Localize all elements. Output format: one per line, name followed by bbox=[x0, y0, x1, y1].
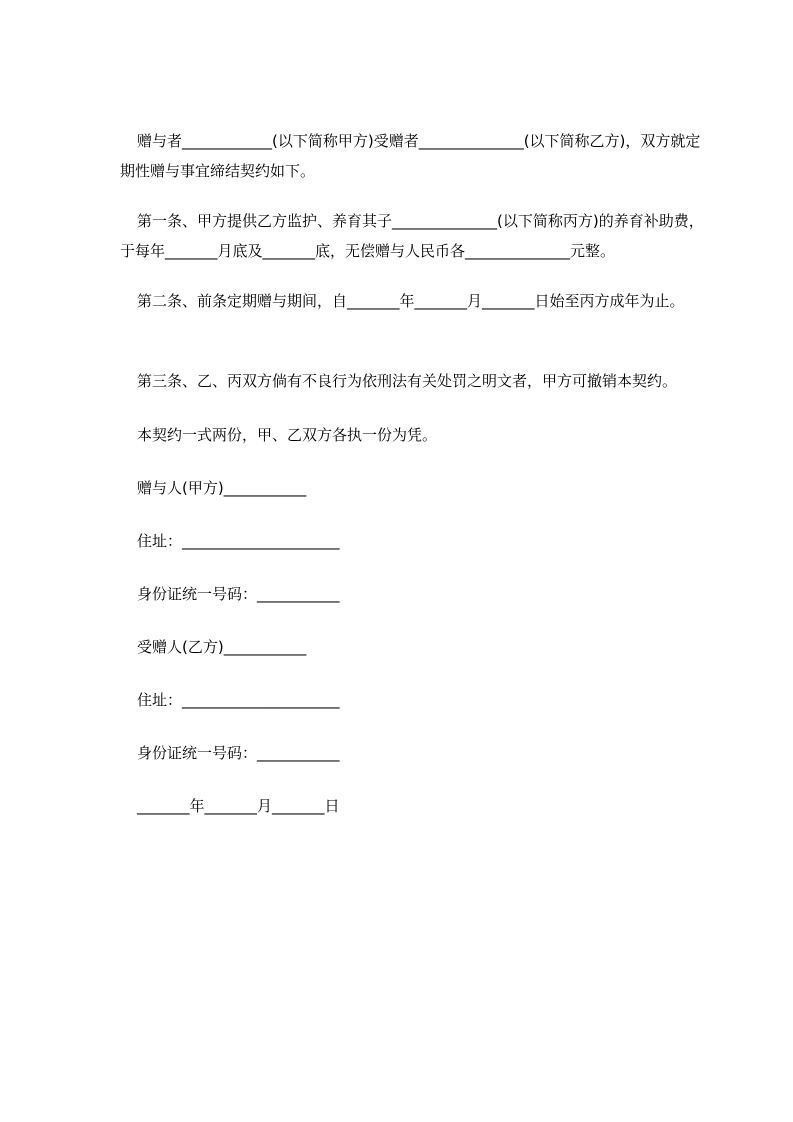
article-3-paragraph: 第三条、乙、丙双方倘有不良行为依刑法有关处罚之明文者，甲方可撤销本契约。 bbox=[137, 372, 678, 390]
article-1-paragraph: 第一条、甲方提供乙方监护、养育其子______________(以下简称丙方)的养育补助费，于每年_______月底及_______底，无偿赠与人民币各______________元整。 bbox=[120, 212, 704, 260]
donee-id-line: 身份证统一号码：___________ bbox=[137, 744, 340, 762]
date-line: _______年_______月_______日 bbox=[137, 797, 340, 815]
donor-signature-line: 赠与人(甲方)___________ bbox=[137, 479, 307, 497]
donee-signature-line: 受赠人(乙方)___________ bbox=[137, 638, 307, 656]
copies-statement: 本契约一式两份，甲、乙双方各执一份为凭。 bbox=[137, 426, 438, 444]
donee-address-line: 住址：_____________________ bbox=[137, 691, 340, 709]
donor-address-line: 住址：_____________________ bbox=[137, 532, 340, 550]
intro-paragraph: 赠与者____________(以下简称甲方)受赠者______________(以下简称乙方)，双方就定期性赠与事宜缔结契约如下。 bbox=[120, 132, 701, 180]
donor-id-line: 身份证统一号码：___________ bbox=[137, 585, 340, 603]
article-2-paragraph: 第二条、前条定期赠与期间，自_______年_______月_______日始至丙方成年为止。 bbox=[137, 292, 685, 310]
